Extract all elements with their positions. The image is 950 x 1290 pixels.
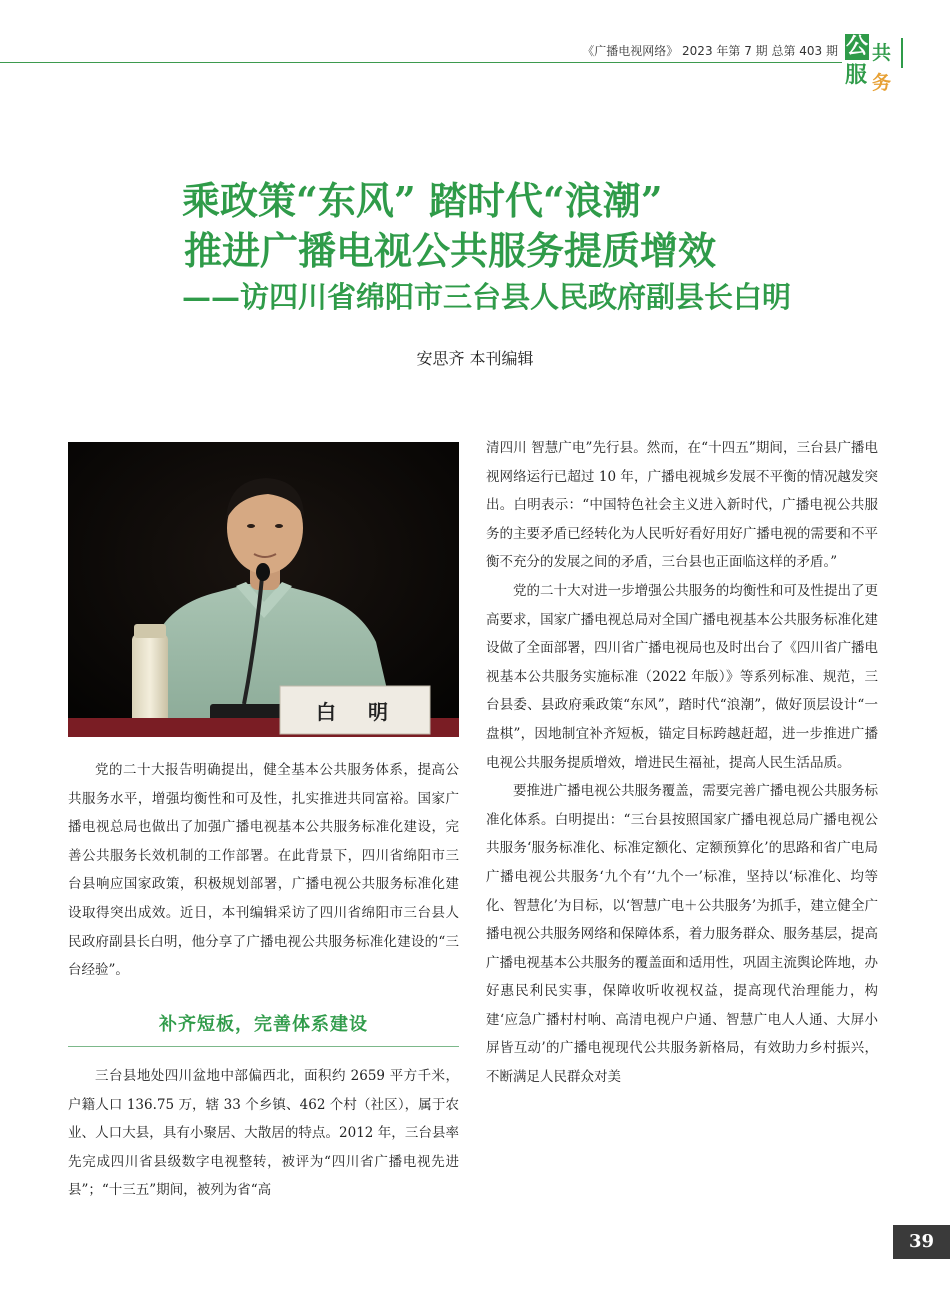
column-logo-bar xyxy=(901,38,903,68)
title-subtitle: ——访四川省绵阳市三台县人民政府副县长白明 xyxy=(182,280,792,314)
left-column-text xyxy=(68,1062,459,1205)
author-byline: 安思齐 本刊编辑 xyxy=(416,349,534,368)
title-line-1: 乘政策“东风” 踏时代“浪潮” xyxy=(182,178,663,223)
title-line-2: 推进广播电视公共服务提质增效 xyxy=(184,228,717,273)
body-paragraph: 要推进广播电视公共服务覆盖，需要完善广播电视公共服务标准化体系。白明提出：“三台县按照国家广播电视总局广播电视公共服务‘服务标准化、标准定额化、定额预算化’的思路和省广电局广播电视公共服务‘九个有’‘九个一’标准，坚持以‘标准化、均等化、智慧化’为目标，以‘智慧广电＋公共服务’为抓手，建立健全广播电视公共服务网络和保障体系，着力服务群众、服务基层，提高广播电视基本公共服务的覆盖面和适用性，巩固主流舆论阵地，办好惠民利民实事，保障收听收视权益，提高现代治理能力，构建‘应急广播村村响、高清电视户户通、智慧广电人人通、大屏小屏皆互动’的广播电视现代公共服务新格局，有效助力乡村振兴，不断满足人民群众对美 xyxy=(486,783,878,1086)
column-logo xyxy=(845,34,909,96)
column-logo-char: 公 xyxy=(845,34,868,59)
section-heading: 补齐短板，完善体系建设 xyxy=(159,1014,368,1035)
intro-paragraph-block xyxy=(68,756,459,985)
page-number: 39 xyxy=(893,1225,950,1259)
column-logo-char: 务 xyxy=(872,72,892,94)
interview-photo xyxy=(68,442,459,737)
photo-illustration xyxy=(68,442,459,737)
article-title xyxy=(0,176,950,318)
body-paragraph: 清四川 智慧广电”先行县。然而，在“十四五”期间，三台县广播电视网络运行已超过 10 年，广播电视城乡发展不平衡的情况越发突出。白明表示：“中国特色社会主义进入新时代，广播电视公共服务的主要矛盾已经转化为人民听好看好用好广播电视的需要和不平衡不充分的发展之间的矛盾，三台县也正面临这样的矛盾。” xyxy=(486,440,878,571)
header-rule xyxy=(0,62,842,63)
column-logo-char: 服 xyxy=(845,63,868,88)
body-paragraph: 党的二十大对进一步增强公共服务的均衡性和可及性提出了更高要求，国家广播电视总局对全国广播电视基本公共服务标准化建设做了全面部署，四川省广播电视局也及时出台了《四川省广播电视基本公共服务实施标准（2022 年版）》等系列标准、规范，三台县委、县政府乘政策“东风”，踏时代“浪潮”，做好顶层设计“一盘棋”，因地制宜补齐短板，锚定目标跨越赶超，进一步推进广播电视公共服务提质增效，增进民生福祉，提高人民生活品质。 xyxy=(486,582,878,771)
body-paragraph: 三台县地处四川盆地中部偏西北，面积约 2659 平方千米，户籍人口 136.75 万，辖 33 个乡镇、462 个村（社区），属于农业、人口大县，具有小聚居、大散居的特点。2012 年，三台县率先完成四川省县级数字电视整转，被评为“四川省广播电视先进县”；“十三五”期间，被列为省“高 xyxy=(68,1068,459,1199)
section-rule xyxy=(68,1046,459,1047)
nameplate-text: 白 明 xyxy=(316,700,394,724)
right-column-text xyxy=(486,434,878,1092)
journal-issue-info: 《广播电视网络》 2023 年第 7 期 总第 403 期 xyxy=(582,44,838,58)
intro-paragraph: 党的二十大报告明确提出，健全基本公共服务体系，提高公共服务水平，增强均衡性和可及性，扎实推进共同富裕。国家广播电视总局也做出了加强广播电视基本公共服务标准化建设，完善公共服务长效机制的工作部署。在此背景下，四川省绵阳市三台县响应国家政策，积极规划部署，广播电视公共服务标准化建设取得突出成效。近日，本刊编辑采访了四川省绵阳市三台县人民政府副县长白明，他分享了广播电视公共服务标准化建设的“三台经验”。 xyxy=(68,762,459,979)
column-logo-char: 共 xyxy=(872,42,892,64)
